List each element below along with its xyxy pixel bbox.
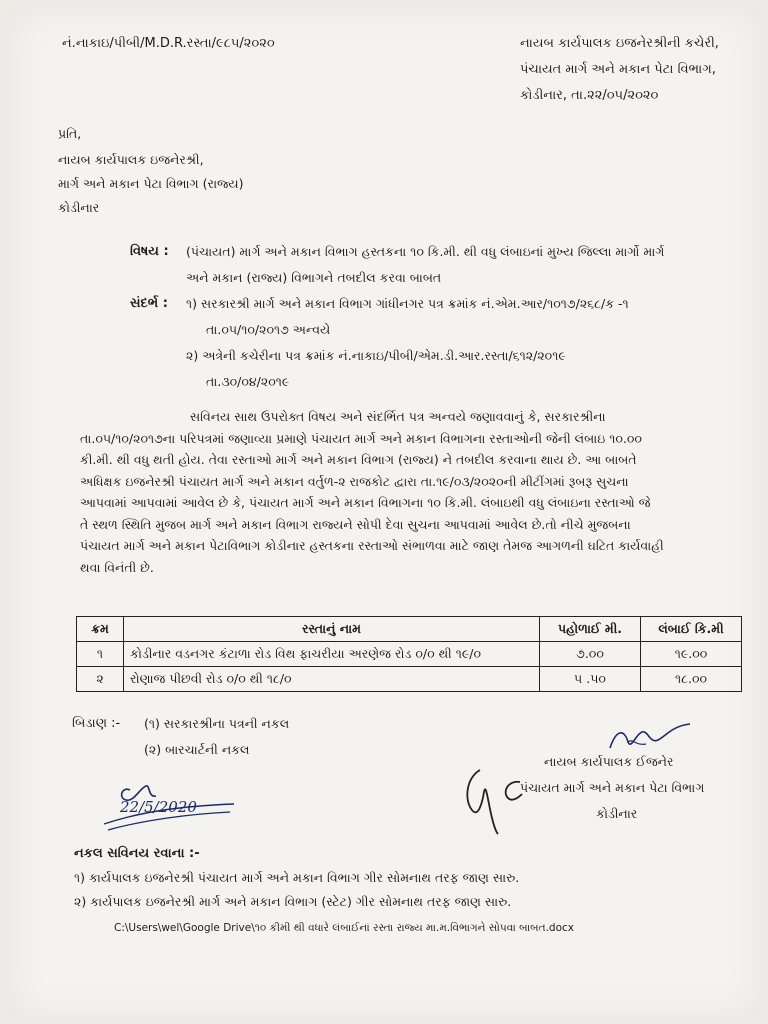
cell-length: ૧૮.૦૦ [641, 667, 742, 692]
signatory-place: કોડીનાર [596, 806, 638, 821]
initials-signature [458, 762, 528, 838]
reference-label: સંદર્ભ : [130, 296, 168, 311]
table-row [77, 642, 742, 667]
subject-line1: (પંચાયત) માર્ગ અને મકાન વિભાગ હસ્તકના ૧૦ કિ.મી. થી વધુ લંબાઇનાં મુખ્ય જિલ્લા માર્ગો માર્ગ [186, 244, 665, 259]
reference2-line1: ૨) અત્રેની કચેરીના પત્ર ક્રમાંક નં.નાકાઇ/પીબી/એમ.ડી.આર.રસ્તા/૬૧૨/૨૦૧૯ [186, 348, 566, 363]
recipient-prati: પ્રતિ, [58, 126, 82, 141]
col-header-serial: ક્રમ [77, 617, 124, 642]
office-subdivision: પંચાયત માર્ગ અને મકાન પેટા વિભાગ, [520, 62, 716, 77]
body-line: તે સ્થળ સ્થિતિ મુજબ માર્ગ અને મકાન વિભાગ રાજ્યને સોપી દેવા સુચના આપવામાં આવેલ છે.તો નીચે મુજબના [80, 516, 631, 532]
table-row [77, 667, 742, 692]
col-header-length: લંબાઈ કિ.મી [641, 617, 742, 642]
cell-width: ૫ .૫૦ [540, 667, 641, 692]
officer-signature [606, 720, 696, 756]
enclosure-item1: (૧) સરકારશ્રીના પત્રની નકલ [144, 716, 290, 731]
body-line: આપવામાં આપવામાં આવેલ છે કે, પંચાયત માર્ગ અને મકાન વિભાગના ૧૦ કિ.મી. લંબાઇથી વધુ લંબાઇના રસ્તાઓ જે [80, 495, 651, 510]
cell-road-name: રોણાજ પીછવી રોડ ૦/૦ થી ૧૮/૦ [124, 667, 540, 692]
file-path: C:\Users\wel\Google Drive\૧૦ કીમી થી વધારે લંબાઈનાં રસ્તા રાજ્ય મા.મ.વિભાગને સોપવા બાબત.docx [114, 922, 574, 934]
subject-label: વિષય : [130, 244, 169, 259]
roads-table [76, 616, 742, 692]
copy-item1: ૧) કાર્યપાલક ઇજનેરશ્રી પંચાયત માર્ગ અને મકાન વિભાગ ગીર સોમનાથ તરફ જાણ સારુ. [74, 870, 520, 885]
office-place-date: કોડીનાર, તા.૨૨/૦૫/૨૦૨૦ [520, 88, 659, 103]
reference1-line2: તા.૦૫/૧૦/૨૦૧૭ અન્વયે [206, 322, 331, 337]
handwritten-date: 22/5/2020 [120, 798, 197, 816]
letter-page [10, 8, 760, 1018]
recipient-line1: નાયબ કાર્યપાલક ઇજનેરશ્રી, [58, 152, 204, 167]
body-line: થવા વિનંતી છે. [80, 559, 154, 575]
cell-serial: ૨ [77, 667, 124, 692]
body-line: અધિક્ષક ઇજનેરશ્રી પંચાયત માર્ગ અને મકાન વર્તુળ-૨ રાજકોટ દ્વારા તા.૧૯/૦૩/૨૦૨૦ની મીટીંગમાં રૂબરૂ સુચના [80, 473, 629, 489]
cell-width: ૭.૦૦ [540, 642, 641, 667]
body-paragraph [80, 406, 730, 578]
copy-item2: ૨) કાર્યપાલક ઇજનેરશ્રી માર્ગ અને મકાન વિભાગ (સ્ટેટ) ગીર સોમનાથ તરફ જાણ સારુ. [74, 894, 512, 909]
enclosure-item2: (૨) બારચાર્ટની નકલ [144, 742, 250, 757]
reference1-line1: ૧) સરકારશ્રી માર્ગ અને મકાન વિભાગ ગાંધીનગર પત્ર ક્રમાંક નં.એમ.આર/૧૦૧૭/૨૬૮/ક -૧ [186, 296, 629, 311]
copy-label: નકલ સવિનય રવાના :- [74, 846, 200, 861]
recipient-line3: કોડીનાર [58, 200, 100, 215]
recipient-line2: માર્ગ અને મકાન પેટા વિભાગ (રાજ્ય) [58, 176, 244, 191]
cell-length: ૧૯.૦૦ [641, 642, 742, 667]
col-header-road-name: રસ્તાનું નામ [124, 617, 540, 642]
subject-line2: અને મકાન (રાજ્ય) વિભાગને તબદીલ કરવા બાબત [186, 270, 442, 285]
enclosures-label: બિડાણ :- [72, 716, 121, 731]
body-line: પંચાયત માર્ગ અને મકાન પેટાવિભાગ કોડીનાર હસ્તકના રસ્તાઓ સંભાળવા માટે જાણ તેમજ આગળની ઘટિત કાર્યવાહી [80, 538, 664, 553]
office-name: નાયબ કાર્યપાલક ઇજનેરશ્રીની કચેરી, [520, 36, 719, 51]
reference2-line2: તા.૩૦/૦૪/૨૦૧૯ [206, 374, 290, 389]
body-line: સવિનય સાથ ઉપરોક્ત વિષય અને સંદર્ભિત પત્ર અન્વયે જણાવવાનું કે, સરકારશ્રીના [190, 409, 606, 424]
reference-number: નં.નાકાઇ/પીબી/M.D.R.રસ્તા/૯૮૫/૨૦૨૦ [62, 36, 275, 51]
cell-road-name: કોડીનાર વડનગર કંટાળા રોડ વિથ ફાચરીયા અરણેજ રોડ ૦/૦ થી ૧૯/૦ [124, 642, 540, 667]
body-line: કી.મી. થી વધુ થતી હોય. તેવા રસ્તાઓ માર્ગ અને મકાન વિભાગ (રાજ્ય) ને તબદીલ કરવાના થાય છે. આ બાબતે [80, 452, 637, 467]
signatory-office: પંચાયત માર્ગ અને મકાન પેટા વિભાગ [520, 780, 705, 795]
signatory-designation: નાયબ કાર્યપાલક ઈજનેર [544, 754, 674, 769]
table-header-row [77, 617, 742, 642]
col-header-width: પહોળાઈ મી. [540, 617, 641, 642]
cell-serial: ૧ [77, 642, 124, 667]
body-line: તા.૦૫/૧૦/૨૦૧૭ના પરિપત્રમાં જણાવ્યા પ્રમાણે પંચાયત માર્ગ અને મકાન વિભાગના રસ્તાઓની જેની લંબાઇ ૧૦.૦૦ [80, 430, 642, 446]
